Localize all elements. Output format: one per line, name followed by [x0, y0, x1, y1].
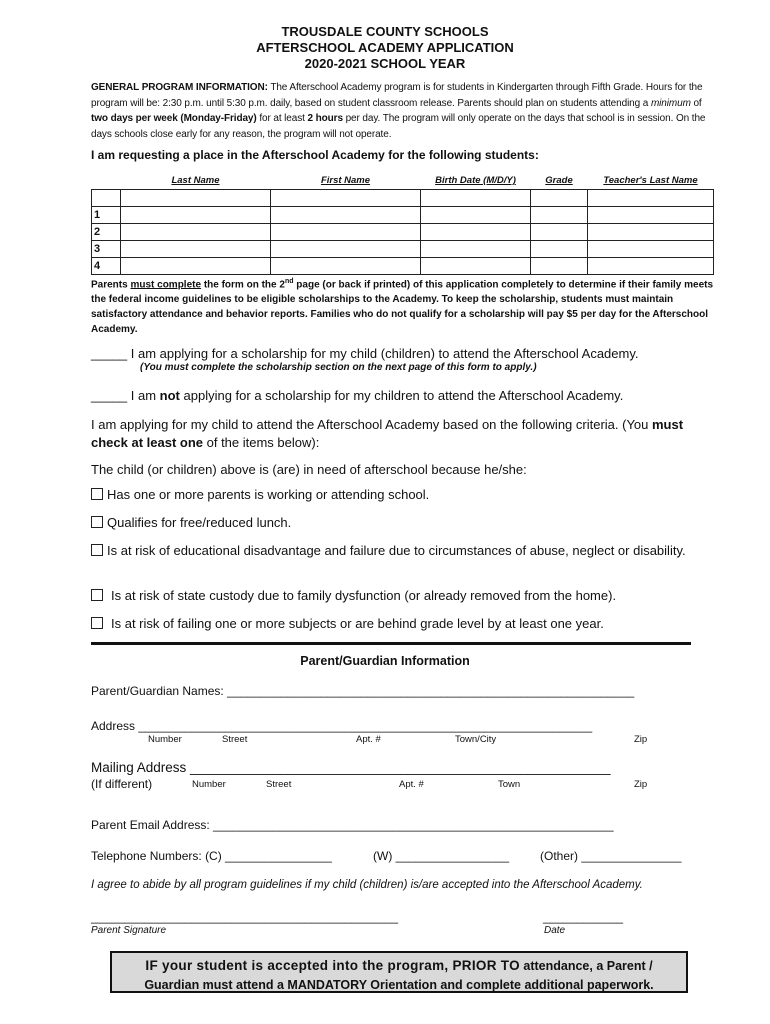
orientation-banner: IF your student is accepted into the program, PRIOR TO attendance, a Parent / Guardian must attend a MANDATORY Orientation and complete additional paperwork.: [110, 951, 688, 993]
criteria-intro: I am applying for my child to attend the Afterschool Academy based on the following criteria. (You must check at least one of the items below):: [91, 417, 684, 450]
agreement-text: I agree to abide by all program guidelines if my child (children) is/are accepted into the Afterschool Academy.: [91, 879, 643, 891]
signature-label: Parent Signature: [91, 925, 167, 936]
general-info-label: GENERAL PROGRAM INFORMATION:: [91, 82, 268, 93]
date-line[interactable]: ____________: [543, 910, 624, 924]
table-header-row: [92, 172, 714, 190]
guardian-heading: Parent/Guardian Information: [300, 654, 470, 668]
checkbox[interactable]: [91, 544, 103, 556]
guardian-names-field[interactable]: Parent/Guardian Names: _____________________________________________________________: [91, 684, 635, 698]
criteria-item: Is at risk of failing one or more subjects or are behind grade level by at least one year.: [91, 615, 691, 632]
table-row: 4: [92, 258, 714, 275]
mailing-sub-zip: Zip: [634, 779, 648, 790]
address-sub-street: Street: [222, 734, 248, 745]
col-last-name: Last Name: [171, 175, 220, 186]
checkbox[interactable]: [91, 488, 103, 500]
criteria-item: Has one or more parents is working or attending school.: [91, 486, 691, 503]
address-field[interactable]: Address ____________________________________________________________________: [91, 719, 593, 733]
title-line-3: 2020-2021 SCHOOL YEAR: [304, 56, 466, 71]
mailing-sub-town: Town: [498, 779, 521, 790]
table-row: 3: [92, 241, 714, 258]
mailing-address-field[interactable]: Mailing Address ________________________________________________________: [91, 760, 611, 775]
mailing-if-different: (If different): [91, 777, 153, 791]
general-info: GENERAL PROGRAM INFORMATION: The Afterschool Academy program is for students in Kindergarten through Fifth Grade. Hours for the program will be: 2:30 p.m. until 5:30 p.m. daily, based on student classroom release. Parents should plan on students attending a minimum of two days per week (Monday-Friday) for at least 2 hours per day. The program will only operate on the days that school is in session. On the days schools close early for any reason, the program will not operate.: [91, 82, 706, 140]
table-row: 1: [92, 207, 714, 224]
date-label: Date: [544, 925, 566, 936]
criteria-item: Is at risk of educational disadvantage and failure due to circumstances of abuse, neglect or disability.: [91, 542, 687, 559]
phone-work-field[interactable]: (W) _________________: [373, 849, 510, 863]
address-sub-number: Number: [148, 734, 182, 745]
checkbox[interactable]: [91, 589, 103, 601]
mailing-sub-number: Number: [192, 779, 226, 790]
student-table: [91, 172, 714, 275]
scholarship-yes: _____ I am applying for a scholarship for my child (children) to attend the Afterschool Academy.: [91, 346, 639, 361]
title-line-1: TROUSDALE COUNTY SCHOOLS: [281, 24, 489, 39]
phone-other-field[interactable]: (Other) _______________: [540, 849, 682, 863]
scholarship-no: _____ I am not applying for a scholarship for my children to attend the Afterschool Academy.: [91, 388, 624, 403]
address-sub-apt: Apt. #: [356, 734, 381, 745]
col-first-name: First Name: [320, 175, 371, 186]
scholarship-note: (You must complete the scholarship section on the next page of this form to apply.): [140, 362, 537, 373]
table-row: [92, 190, 714, 207]
phone-cell-field[interactable]: Telephone Numbers: (C) ________________: [91, 849, 332, 863]
criteria-item: Qualifies for free/reduced lunch.: [91, 514, 691, 531]
scholarship-no-blank[interactable]: _____: [91, 388, 128, 403]
criteria-item: Is at risk of state custody due to family dysfunction (or already removed from the home).: [91, 587, 691, 604]
address-sub-zip: Zip: [634, 734, 648, 745]
mailing-sub-apt: Apt. #: [399, 779, 424, 790]
email-field[interactable]: Parent Email Address: ____________________________________________________________: [91, 818, 614, 832]
col-grade: Grade: [545, 175, 573, 186]
address-sub-city: Town/City: [455, 734, 497, 745]
table-row: 2: [92, 224, 714, 241]
col-birth-date: Birth Date (M/D/Y): [435, 175, 516, 186]
parents-note: Parents must complete the form on the 2nd page (or back if printed) of this application completely to determine if their family meets the federal income guidelines to be eligible scholarships to the Academy. To keep the scholarship, students must maintain satisfactory attendance and behavior reports. Families who do not qualify for a scholarship will pay $5 per day for the Afterschool Academy.: [91, 278, 714, 336]
checkbox[interactable]: [91, 617, 103, 629]
criteria-need: The child (or children) above is (are) in need of afterschool because he/she:: [91, 462, 527, 477]
section-divider: [91, 642, 691, 645]
col-teacher: Teacher's Last Name: [603, 175, 698, 186]
checkbox[interactable]: [91, 516, 103, 528]
title-line-2: AFTERSCHOOL ACADEMY APPLICATION: [256, 40, 514, 55]
mailing-sub-street: Street: [266, 779, 292, 790]
request-heading: I am requesting a place in the Afterschool Academy for the following students:: [91, 148, 539, 162]
scholarship-yes-blank[interactable]: _____: [91, 346, 128, 361]
signature-line[interactable]: ______________________________________________: [91, 910, 398, 924]
